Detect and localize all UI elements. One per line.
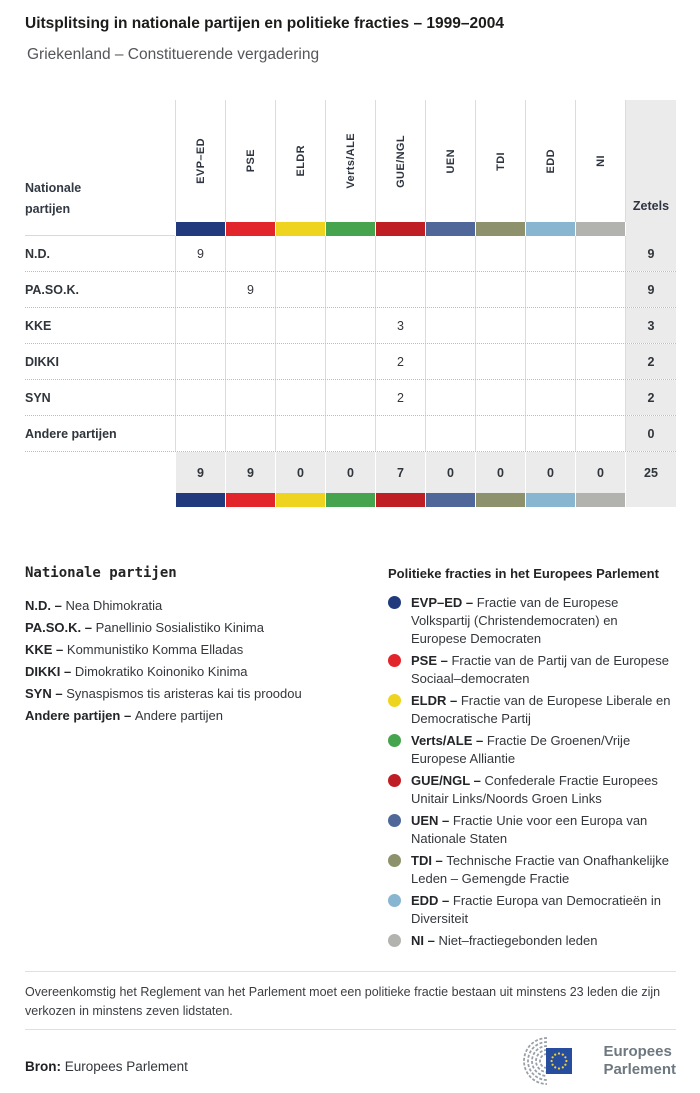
row-seats-cell: 2 [625, 344, 676, 379]
group-color-dot-icon [388, 654, 401, 667]
group-full-name: Fractie De Groenen/Vrije Europese Alliantie [411, 733, 631, 766]
political-groups-legend [388, 563, 676, 954]
total-value-cell: 0 [275, 452, 325, 493]
group-color-segment [275, 222, 325, 236]
party-legend-item [25, 705, 365, 727]
group-abbr: TDI – [411, 853, 447, 868]
page-title: Uitsplitsing in nationale partijen en politieke fracties – 1999–2004 [25, 15, 504, 32]
table-row [25, 308, 676, 344]
group-column-label: UEN [444, 148, 457, 174]
seat-value-cell [475, 344, 525, 379]
party-abbr: PA.SO.K. – [25, 620, 96, 635]
table-row [25, 344, 676, 380]
group-color-segment [425, 493, 475, 507]
group-color-dot-icon [388, 694, 401, 707]
seat-value-cell [225, 308, 275, 343]
group-column-header [275, 100, 325, 222]
group-full-name: Fractie Unie voor een Europa van Nationale Staten [411, 813, 648, 846]
party-name-cell: SYN [25, 390, 51, 405]
table-row [25, 416, 676, 452]
group-color-segment [175, 222, 225, 236]
seat-value-cell [475, 416, 525, 451]
group-column-header [575, 100, 625, 222]
seat-value-cell [175, 416, 225, 451]
party-name-cell: PA.SO.K. [25, 282, 79, 297]
group-color-segment [475, 493, 525, 507]
seat-value-cell: 3 [375, 308, 425, 343]
seat-value-cell [475, 380, 525, 415]
seat-value-cell [275, 344, 325, 379]
group-color-segment [575, 222, 625, 236]
group-column-label: NI [594, 155, 607, 167]
group-color-segment [475, 222, 525, 236]
group-description [411, 812, 676, 848]
total-value-cell: 0 [525, 452, 575, 493]
group-abbr: PSE – [411, 653, 452, 668]
national-parties-list [25, 595, 365, 727]
seats-header-label: Zetels [632, 199, 670, 213]
national-parties-legend [25, 563, 365, 954]
source-line [25, 1059, 188, 1074]
party-name-cell: KKE [25, 318, 52, 333]
group-description [411, 652, 676, 688]
table-header-row [25, 100, 676, 222]
seats-header-cell [625, 100, 676, 222]
group-legend-item [388, 594, 676, 648]
group-column-header [425, 100, 475, 222]
seat-value-cell [425, 236, 475, 271]
group-color-dot-icon [388, 934, 401, 947]
european-parliament-logo [517, 1036, 676, 1086]
seat-value-cell [575, 308, 625, 343]
seat-value-cell [375, 236, 425, 271]
logo-wordmark [603, 1043, 676, 1079]
group-color-dot-icon [388, 854, 401, 867]
group-color-segment [525, 222, 575, 236]
eu-flag [546, 1048, 572, 1074]
group-color-segment [225, 222, 275, 236]
group-full-name: Technische Fractie van Onafhankelijke Leden – Gemengde Fractie [411, 853, 669, 886]
party-abbr: Andere partijen – [25, 708, 135, 723]
seat-value-cell: 9 [175, 236, 225, 271]
political-groups-list [388, 594, 676, 950]
seat-value-cell [275, 380, 325, 415]
group-column-header [175, 100, 225, 222]
seat-value-cell [275, 308, 325, 343]
group-color-segment [425, 222, 475, 236]
page-subtitle: Griekenland – Constituerende vergadering [27, 46, 320, 63]
group-color-band-top [25, 222, 676, 236]
group-color-segment [175, 493, 225, 507]
group-column-header [525, 100, 575, 222]
group-description [411, 772, 676, 808]
total-value-cell: 7 [375, 452, 425, 493]
table-row [25, 272, 676, 308]
total-value-cell: 0 [325, 452, 375, 493]
row-seats-cell: 2 [625, 380, 676, 415]
seat-value-cell: 2 [375, 344, 425, 379]
party-full-name: Dimokratiko Koinoniko Kinima [74, 664, 248, 679]
total-label-spacer [25, 452, 175, 493]
party-name-cell: Andere partijen [25, 426, 117, 441]
seat-value-cell [575, 272, 625, 307]
seat-value-cell [175, 344, 225, 379]
row-seats-cell: 9 [625, 272, 676, 307]
group-description [411, 892, 676, 928]
group-color-segment [225, 493, 275, 507]
group-full-name: Fractie van de Europese Volkspartij (Christendemocraten) en Europese Democraten [411, 595, 619, 646]
seat-value-cell [325, 416, 375, 451]
total-value-cell: 0 [425, 452, 475, 493]
divider-bottom [25, 1029, 676, 1030]
seat-value-cell [575, 344, 625, 379]
party-full-name: Kommunistiko Komma Elladas [66, 642, 244, 657]
total-value-cell: 0 [475, 452, 525, 493]
seat-value-cell [575, 416, 625, 451]
seat-value-cell [225, 416, 275, 451]
seat-value-cell [325, 236, 375, 271]
seat-value-cell [425, 308, 475, 343]
group-abbr: EDD – [411, 893, 453, 908]
group-color-dot-icon [388, 596, 401, 609]
seat-value-cell: 2 [375, 380, 425, 415]
seat-value-cell [525, 380, 575, 415]
group-column-header [475, 100, 525, 222]
group-description [411, 692, 676, 728]
source-label: Bron: [25, 1059, 61, 1074]
group-abbr: UEN – [411, 813, 453, 828]
group-color-segment [575, 493, 625, 507]
total-value-cell: 0 [575, 452, 625, 493]
party-abbr: N.D. – [25, 598, 66, 613]
seat-value-cell [225, 380, 275, 415]
total-value-cell: 9 [175, 452, 225, 493]
group-column-label: EDD [544, 148, 557, 174]
seat-value-cell [175, 272, 225, 307]
table-total-row [25, 452, 676, 493]
group-legend-item [388, 892, 676, 928]
group-color-dot-icon [388, 734, 401, 747]
party-full-name: Panellinio Sosialistiko Kinima [95, 620, 264, 635]
table-body [25, 236, 676, 452]
row-seats-cell: 0 [625, 416, 676, 451]
seat-value-cell [275, 236, 325, 271]
political-groups-heading: Politieke fracties in het Europees Parlement [388, 566, 659, 581]
group-abbr: NI – [411, 933, 439, 948]
row-seats-cell: 9 [625, 236, 676, 271]
seat-value-cell [475, 308, 525, 343]
corner-cell [25, 100, 175, 222]
group-description [411, 932, 676, 950]
legend-section [25, 563, 676, 954]
group-column-label: GUE/NGL [394, 134, 407, 188]
footnote-text: Overeenkomstig het Reglement van het Parlement moet een politieke fractie bestaan uit minstens 23 leden die zijn verkozen in minstens zeven lidstaten. [25, 985, 661, 1018]
seat-value-cell: 9 [225, 272, 275, 307]
party-legend-item [25, 683, 365, 705]
seat-value-cell [525, 344, 575, 379]
seat-value-cell [525, 272, 575, 307]
group-color-dot-icon [388, 774, 401, 787]
party-full-name: Andere partijen [134, 708, 223, 723]
band-seats-spacer [625, 222, 676, 236]
source-value: Europees Parlement [64, 1059, 188, 1074]
band-label-spacer [25, 493, 175, 507]
seats-table [25, 100, 676, 507]
seat-value-cell [325, 344, 375, 379]
group-legend-item [388, 812, 676, 848]
group-description [411, 732, 676, 768]
group-legend-item [388, 772, 676, 808]
seat-value-cell [425, 272, 475, 307]
party-abbr: DIKKI – [25, 664, 75, 679]
seat-value-cell [375, 416, 425, 451]
party-abbr: KKE – [25, 642, 67, 657]
group-abbr: ELDR – [411, 693, 461, 708]
table-row [25, 236, 676, 272]
seat-value-cell [575, 236, 625, 271]
group-legend-item [388, 932, 676, 950]
group-color-dot-icon [388, 814, 401, 827]
party-legend-item [25, 661, 365, 683]
group-column-label: Verts/ALE [344, 133, 357, 189]
group-color-dot-icon [388, 894, 401, 907]
corner-label: Nationale partijen [25, 181, 82, 216]
seat-value-cell [275, 416, 325, 451]
group-description [411, 594, 676, 648]
seat-value-cell [525, 416, 575, 451]
group-legend-item [388, 852, 676, 888]
group-color-segment [525, 493, 575, 507]
logo-line2: Parlement [603, 1061, 676, 1078]
group-column-label: EVP–ED [194, 138, 207, 184]
seat-value-cell [575, 380, 625, 415]
row-seats-cell: 3 [625, 308, 676, 343]
national-parties-heading: Nationale partijen [25, 565, 177, 581]
party-legend-item [25, 639, 365, 661]
total-seats-cell: 25 [625, 452, 676, 493]
party-full-name: Nea Dhimokratia [65, 598, 163, 613]
group-full-name: Fractie Europa van Democratieën in Diversiteit [411, 893, 662, 926]
band-seats-spacer [625, 493, 676, 507]
seat-value-cell [475, 236, 525, 271]
group-abbr: EVP–ED – [411, 595, 477, 610]
seat-value-cell [525, 308, 575, 343]
seat-value-cell [275, 272, 325, 307]
table-row [25, 380, 676, 416]
group-column-label: PSE [244, 149, 257, 173]
party-legend-item [25, 595, 365, 617]
divider-top [25, 971, 676, 972]
group-color-segment [375, 222, 425, 236]
seat-value-cell [325, 380, 375, 415]
group-full-name: Niet–fractiegebonden leden [438, 933, 598, 948]
party-name-cell: DIKKI [25, 354, 60, 369]
group-color-segment [375, 493, 425, 507]
seat-value-cell [325, 308, 375, 343]
group-legend-item [388, 652, 676, 688]
seat-value-cell [225, 236, 275, 271]
total-value-cell: 9 [225, 452, 275, 493]
logo-line1: Europees [603, 1043, 672, 1060]
group-color-segment [325, 493, 375, 507]
group-legend-item [388, 732, 676, 768]
party-name-cell: N.D. [25, 246, 50, 261]
seat-value-cell [425, 380, 475, 415]
group-full-name: Confederale Fractie Europees Unitair Links/Noords Groen Links [411, 773, 658, 806]
band-label-spacer [25, 222, 175, 236]
seat-value-cell [525, 236, 575, 271]
group-color-segment [275, 493, 325, 507]
group-legend-item [388, 692, 676, 728]
seat-value-cell [175, 308, 225, 343]
group-column-header [375, 100, 425, 222]
parliament-hemicycle-icon [517, 1036, 595, 1086]
seat-value-cell [375, 272, 425, 307]
seat-value-cell [425, 344, 475, 379]
seat-value-cell [175, 380, 225, 415]
seat-value-cell [325, 272, 375, 307]
group-abbr: Verts/ALE – [411, 733, 487, 748]
seat-value-cell [475, 272, 525, 307]
party-full-name: Synaspismos tis aristeras kai tis proodou [66, 686, 302, 701]
group-column-header [225, 100, 275, 222]
seat-value-cell [225, 344, 275, 379]
seat-value-cell [425, 416, 475, 451]
party-abbr: SYN – [25, 686, 67, 701]
group-column-label: ELDR [294, 145, 307, 177]
group-column-label: TDI [494, 151, 507, 171]
group-column-header [325, 100, 375, 222]
group-color-segment [325, 222, 375, 236]
party-legend-item [25, 617, 365, 639]
group-full-name: Fractie van de Europese Liberale en Democratische Partij [411, 693, 671, 726]
group-full-name: Fractie van de Partij van de Europese Sociaal–democraten [411, 653, 669, 686]
group-color-band-bottom [25, 493, 676, 507]
group-description [411, 852, 676, 888]
group-abbr: GUE/NGL – [411, 773, 485, 788]
